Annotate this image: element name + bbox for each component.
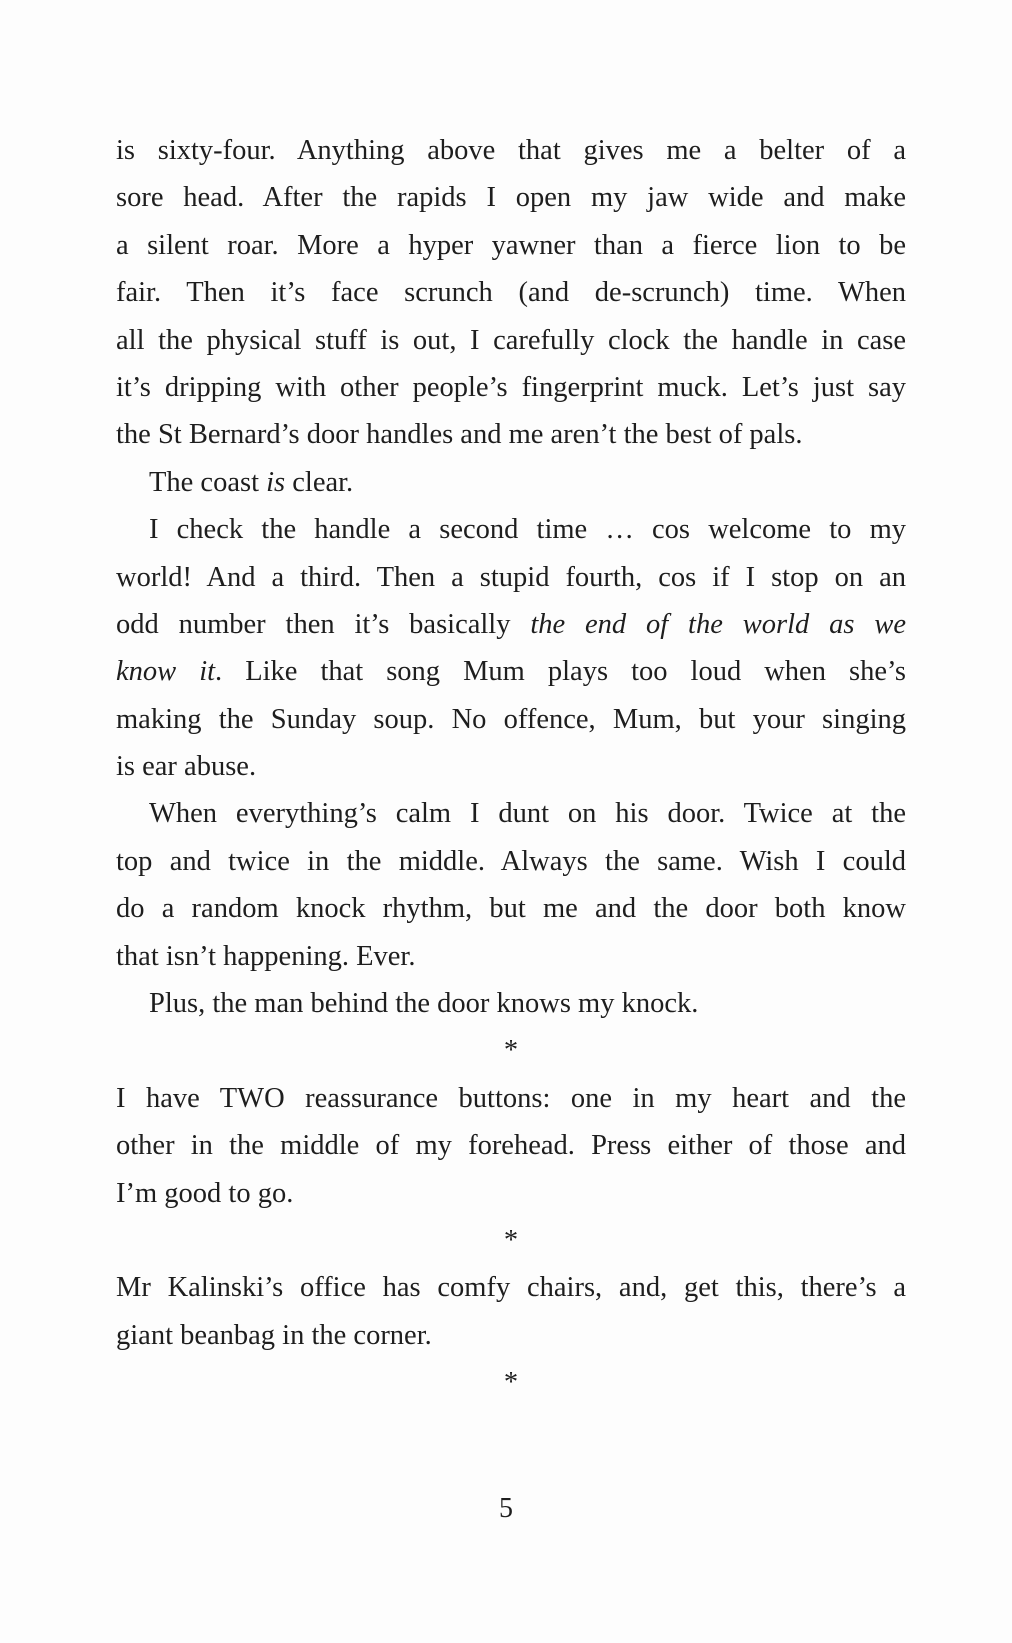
text-line <box>116 790 906 837</box>
text-segment: . Like that song Mum plays too loud when she’s <box>215 656 906 688</box>
text-segment: clear. <box>285 466 354 498</box>
text-line <box>116 1170 906 1217</box>
text-line <box>116 648 906 695</box>
text-line <box>116 885 906 932</box>
text-segment: making the Sunday soup. No offence, Mum, but your singing <box>116 703 906 735</box>
text-line <box>116 317 906 364</box>
text-segment: it’s dripping with other people’s fingerprint muck. Let’s just say <box>116 371 906 403</box>
text-line <box>116 601 906 648</box>
text-line <box>116 1312 906 1359</box>
text-segment: world! And a third. Then a stupid fourth, cos if I stop on an <box>116 561 906 593</box>
text-line <box>116 696 906 743</box>
text-segment: When everything’s calm I dunt on his door. Twice at the <box>149 798 906 830</box>
text-line <box>116 980 906 1027</box>
text-segment: fair. Then it’s face scrunch (and de-scrunch) time. When <box>116 277 906 309</box>
text-line <box>116 838 906 885</box>
text-line <box>116 933 906 980</box>
text-segment: is sixty-four. Anything above that gives me a belter of a <box>116 135 906 166</box>
text-segment: top and twice in the middle. Always the same. Wish I could <box>116 845 906 877</box>
italic-text: know it <box>116 656 216 688</box>
text-line <box>116 506 906 553</box>
section-separator: * <box>503 1224 519 1256</box>
text-line <box>116 269 906 316</box>
text-line <box>116 1075 906 1122</box>
text-line <box>116 1264 906 1311</box>
text-segment: the St Bernard’s door handles and me aren’t the best of pals. <box>116 419 803 451</box>
text-segment: all the physical stuff is out, I carefully clock the handle in case <box>116 324 906 356</box>
text-line <box>116 411 906 458</box>
text-segment: do a random knock rhythm, but me and the door both know <box>116 893 906 925</box>
section-separator: * <box>503 1367 519 1399</box>
text-segment: I check the handle a second time … cos welcome to my <box>149 514 906 546</box>
text-line <box>116 127 906 174</box>
text-line <box>116 222 906 269</box>
text-line <box>116 459 906 506</box>
text-line <box>116 743 906 790</box>
text-segment: Plus, the man behind the door knows my knock. <box>149 988 699 1020</box>
section-separator: * <box>503 1035 519 1067</box>
text-segment: Mr Kalinski’s office has comfy chairs, and, get this, there’s a <box>116 1272 906 1304</box>
text-line <box>116 174 906 221</box>
text-line <box>116 554 906 601</box>
italic-text: is <box>266 466 286 498</box>
text-segment: a silent roar. More a hyper yawner than a fierce lion to be <box>116 229 906 261</box>
text-segment: other in the middle of my forehead. Press either of those and <box>116 1130 906 1162</box>
page-number: 5 <box>499 1493 513 1524</box>
italic-text: the end of the world as we <box>530 608 906 640</box>
text-segment: I have TWO reassurance buttons: one in my heart and the <box>116 1082 906 1114</box>
text-line <box>116 364 906 411</box>
text-segment: I’m good to go. <box>116 1177 294 1209</box>
text-segment: is ear abuse. <box>116 751 257 783</box>
text-segment: odd number then it’s basically <box>116 608 531 640</box>
text-segment: that isn’t happening. Ever. <box>116 940 416 972</box>
text-segment: The coast <box>149 466 267 498</box>
body-text <box>116 127 906 1407</box>
text-segment: sore head. After the rapids I open my jaw wide and make <box>116 182 906 214</box>
text-line <box>116 1122 906 1169</box>
text-segment: giant beanbag in the corner. <box>116 1319 432 1351</box>
